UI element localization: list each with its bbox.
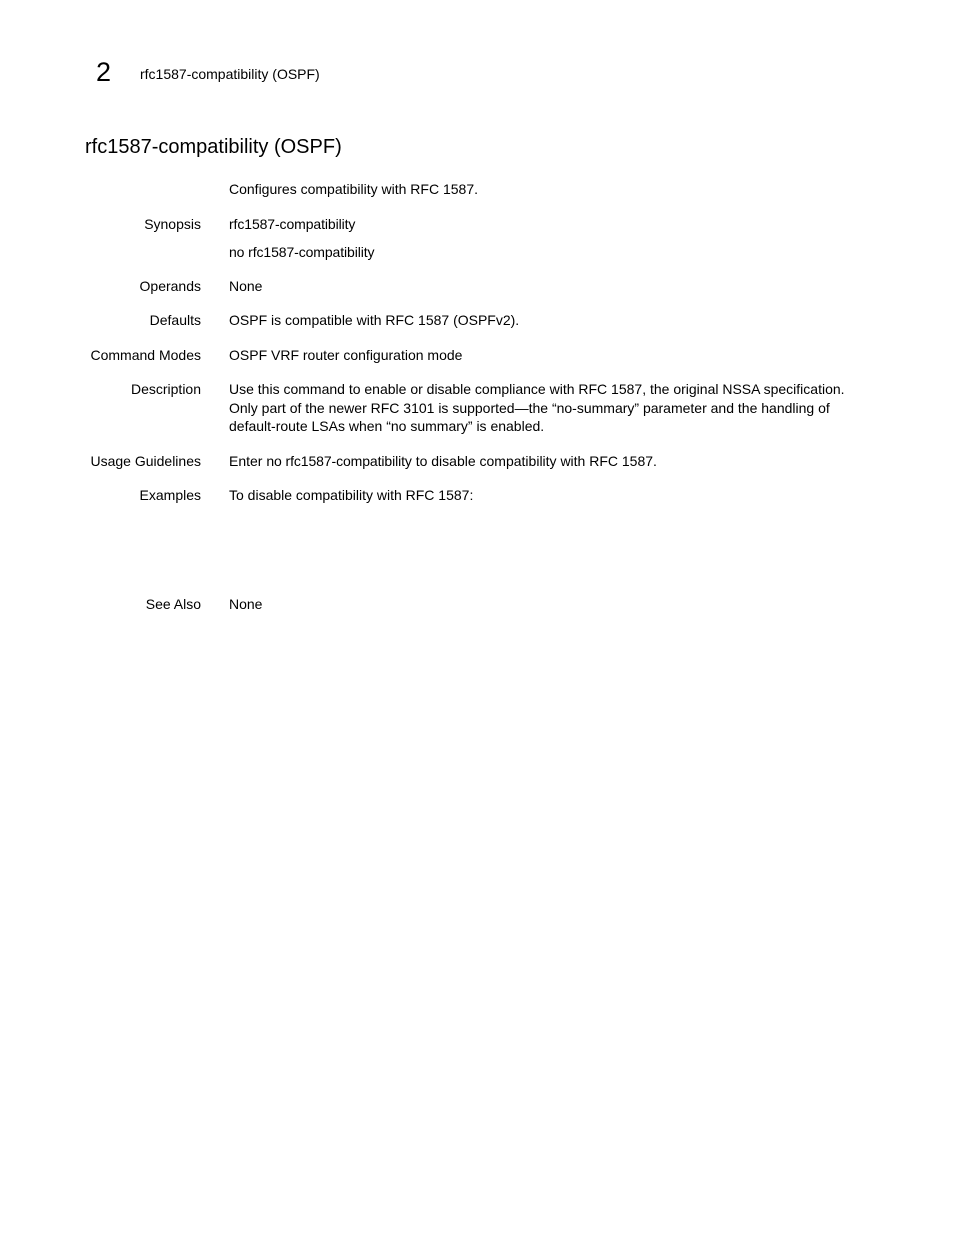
command-modes-value: OSPF VRF router configuration mode [229,347,463,363]
see-also-value: None [229,596,263,612]
usage-command: no rfc1587-compatibility [266,453,412,469]
defaults-label: Defaults [149,312,201,328]
command-modes-label: Command Modes [90,347,201,363]
intro-text: Configures compatibility with RFC 1587. [229,181,478,197]
page-title: rfc1587-compatibility (OSPF) [85,136,342,158]
usage-guidelines-value [229,452,859,471]
description-value: Use this command to enable or disable compliance with RFC 1587, the original NSSA specification. Only part of the newer RFC 3101 is supported—the “no-summary” parameter and the handling of default-route LSAs when “no summary” is enabled. [229,381,845,434]
running-title: rfc1587-compatibility (OSPF) [140,66,320,82]
defaults-value: OSPF is compatible with RFC 1587 (OSPFv2). [229,312,520,328]
examples-label: Examples [139,487,201,503]
see-also-label: See Also [145,596,201,612]
synopsis-label: Synopsis [144,216,201,232]
usage-suffix: to disable compatibility with RFC 1587. [411,453,657,469]
operands-value: None [229,278,263,294]
examples-value: To disable compatibility with RFC 1587: [229,487,474,503]
description-label: Description [130,381,201,397]
chapter-number: 2 [96,57,112,87]
usage-guidelines-label: Usage Guidelines [90,453,201,469]
operands-label: Operands [139,278,201,294]
usage-prefix: Enter [229,453,267,469]
synopsis-line-1: rfc1587-compatibility [229,216,356,232]
synopsis-line-2: no rfc1587-compatibility [229,244,375,260]
